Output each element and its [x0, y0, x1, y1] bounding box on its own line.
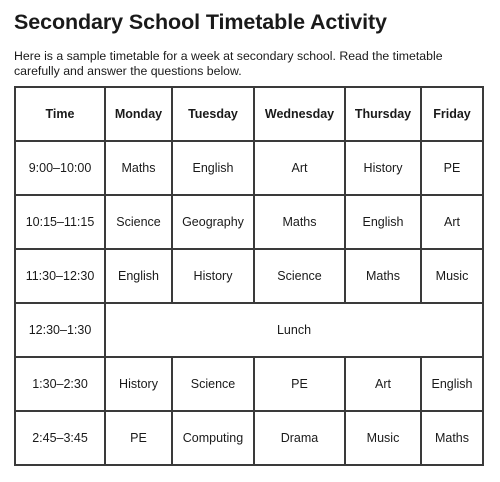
- subject-cell: Maths: [421, 411, 483, 465]
- subject-cell: Art: [254, 141, 345, 195]
- subject-cell: Drama: [254, 411, 345, 465]
- subject-cell: Art: [345, 357, 421, 411]
- worksheet-page: [14, 8, 486, 79]
- subject-cell: Science: [105, 195, 172, 249]
- subject-cell: Music: [345, 411, 421, 465]
- subject-cell: Science: [254, 249, 345, 303]
- lunch-cell: Lunch: [105, 303, 483, 357]
- time-cell: 11:30–12:30: [15, 249, 105, 303]
- subject-cell: History: [105, 357, 172, 411]
- page-title: Secondary School Timetable Activity: [14, 10, 387, 34]
- header-thursday: Thursday: [345, 87, 421, 141]
- subject-cell: History: [172, 249, 254, 303]
- subject-cell: English: [345, 195, 421, 249]
- subject-cell: Science: [172, 357, 254, 411]
- table-row: [15, 357, 483, 411]
- subject-cell: Maths: [345, 249, 421, 303]
- time-cell: 2:45–3:45: [15, 411, 105, 465]
- subject-cell: History: [345, 141, 421, 195]
- subject-cell: Computing: [172, 411, 254, 465]
- subject-cell: English: [105, 249, 172, 303]
- time-cell: 1:30–2:30: [15, 357, 105, 411]
- subject-cell: English: [172, 141, 254, 195]
- time-cell: 10:15–11:15: [15, 195, 105, 249]
- header-time: Time: [15, 87, 105, 141]
- subject-cell: Music: [421, 249, 483, 303]
- time-cell: 12:30–1:30: [15, 303, 105, 357]
- table-row: [15, 411, 483, 465]
- subject-cell: Art: [421, 195, 483, 249]
- time-cell: 9:00–10:00: [15, 141, 105, 195]
- subject-cell: PE: [105, 411, 172, 465]
- subject-cell: Maths: [254, 195, 345, 249]
- header-row: [15, 87, 483, 141]
- subject-cell: English: [421, 357, 483, 411]
- timetable: [14, 86, 484, 466]
- table-row: [15, 141, 483, 195]
- subject-cell: Maths: [105, 141, 172, 195]
- table-row: [15, 195, 483, 249]
- intro-text: Here is a sample timetable for a week at secondary school. Read the timetable carefully and answer the questions below.: [14, 49, 443, 78]
- subject-cell: PE: [421, 141, 483, 195]
- lunch-row: [15, 303, 483, 357]
- header-wednesday: Wednesday: [254, 87, 345, 141]
- header-tuesday: Tuesday: [172, 87, 254, 141]
- subject-cell: PE: [254, 357, 345, 411]
- subject-cell: Geography: [172, 195, 254, 249]
- header-friday: Friday: [421, 87, 483, 141]
- table-row: [15, 249, 483, 303]
- header-monday: Monday: [105, 87, 172, 141]
